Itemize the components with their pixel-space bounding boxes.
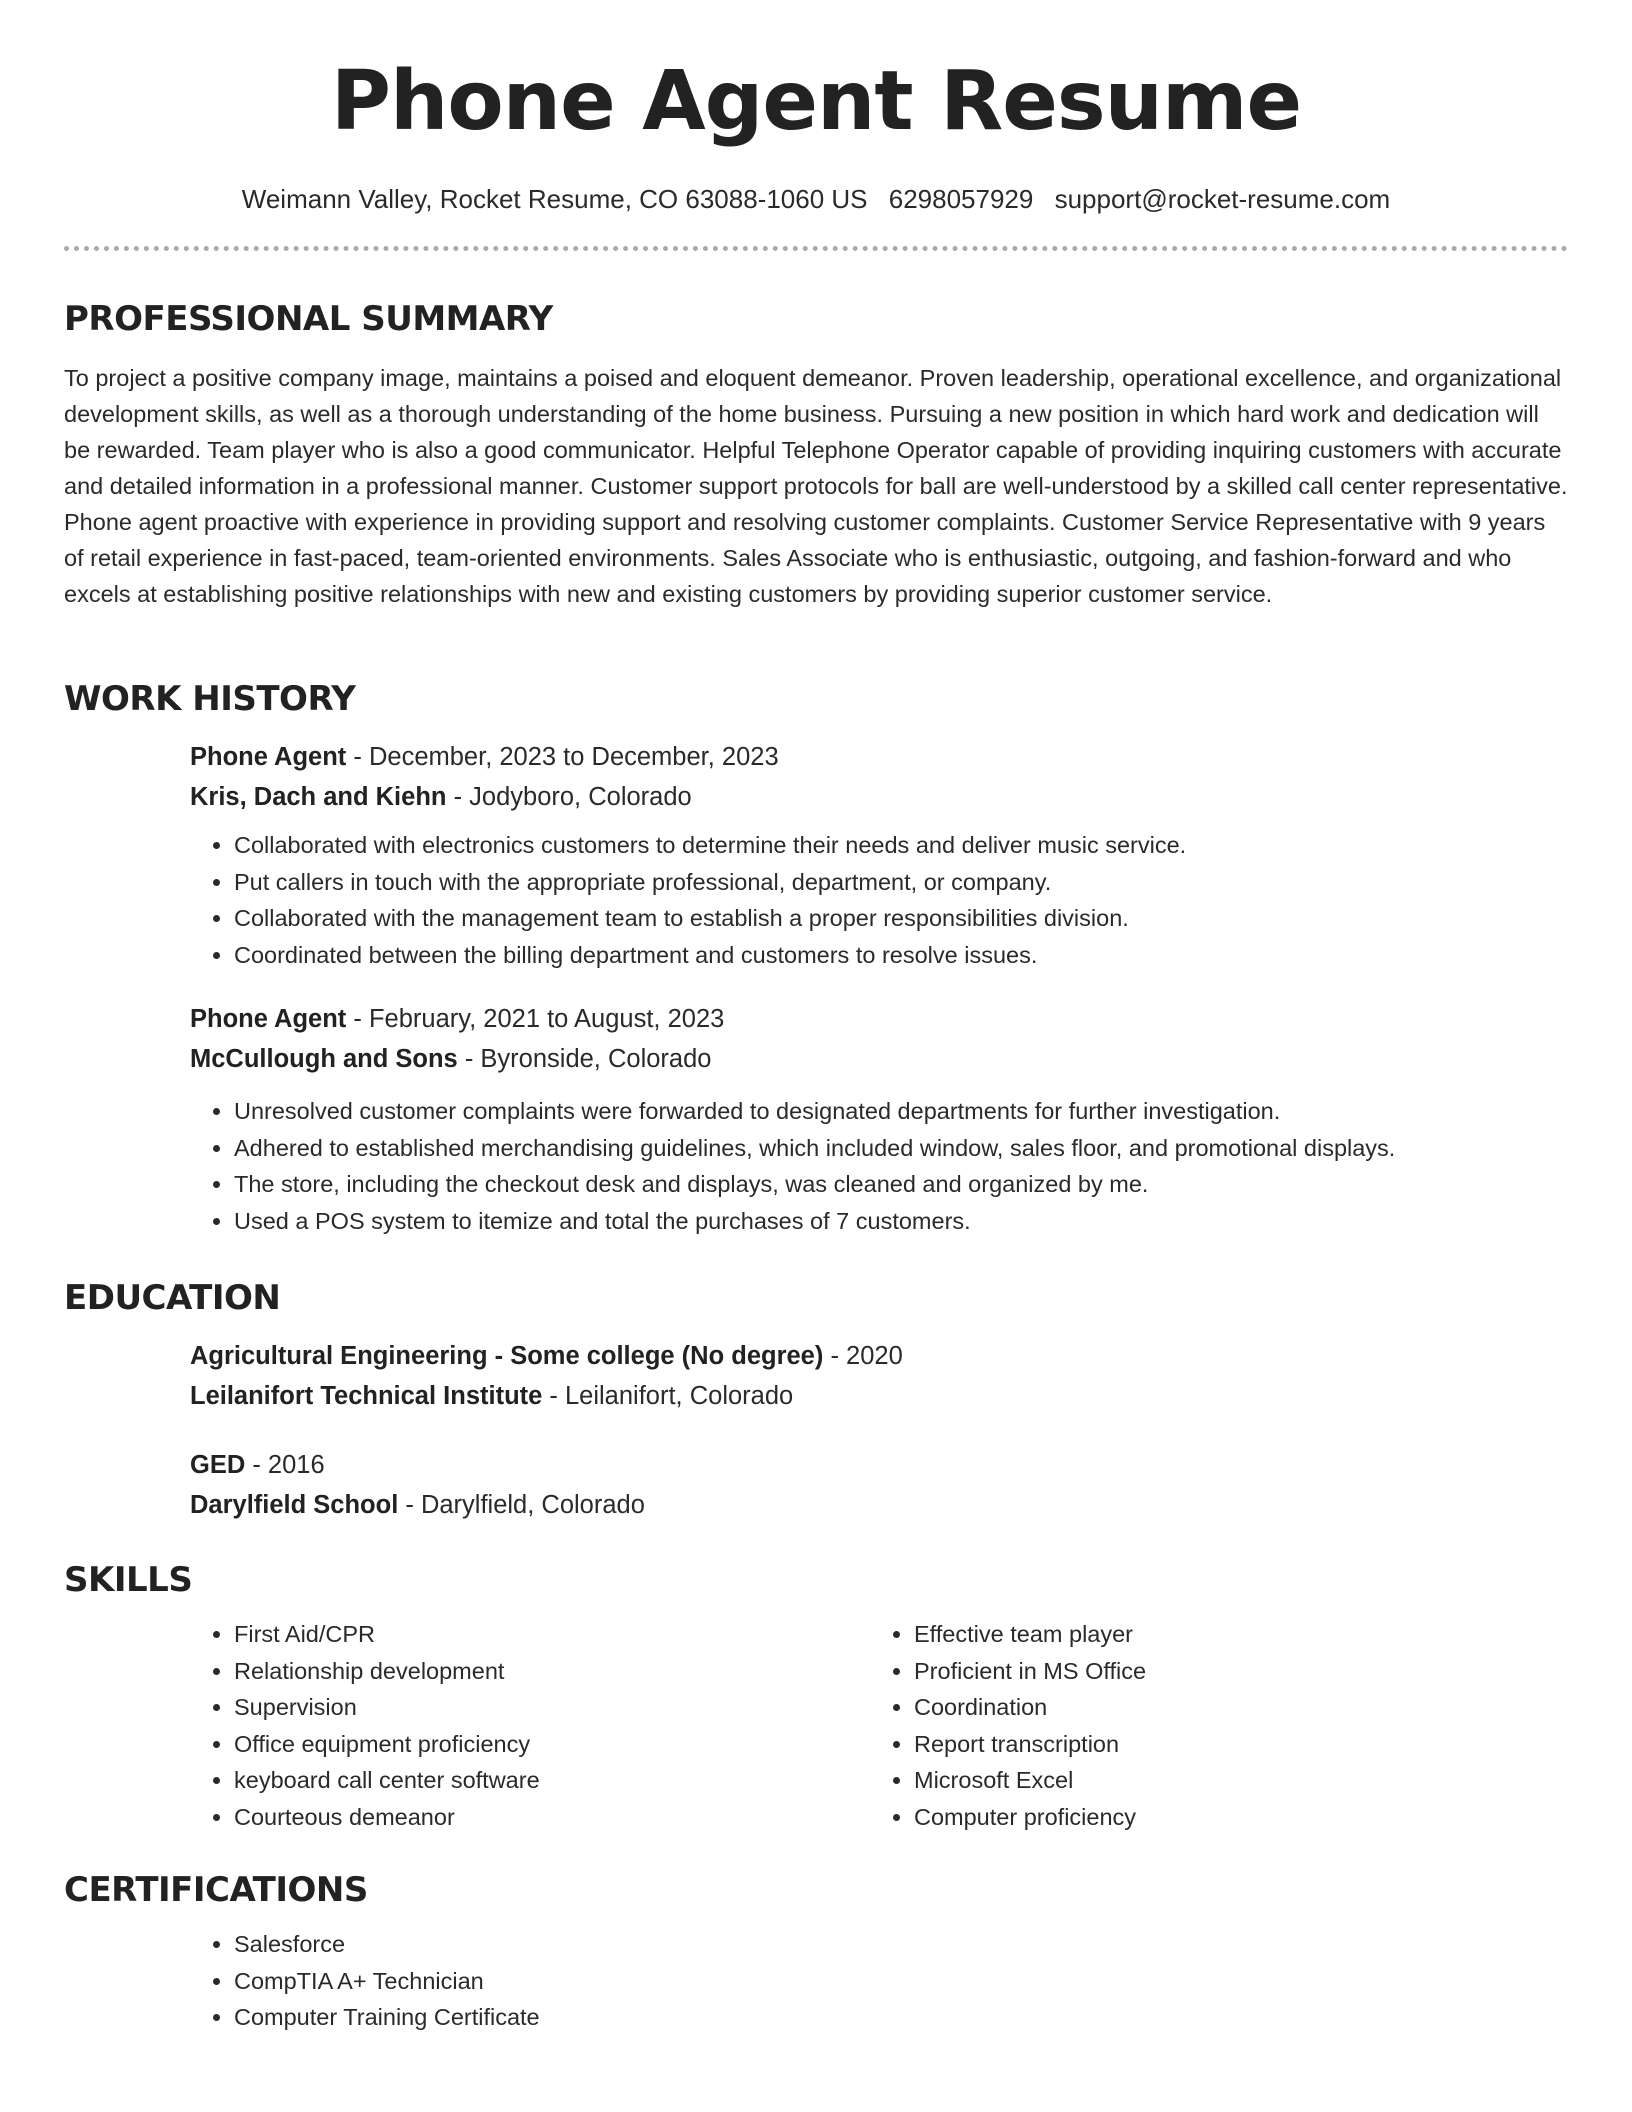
skills-list-left xyxy=(190,1616,870,1835)
job-bullets xyxy=(190,827,1568,973)
contact-email: support@rocket-resume.com xyxy=(1054,184,1391,214)
skill-item: • Report transcription xyxy=(914,1726,1550,1763)
job-location: - Jodyboro, Colorado xyxy=(446,783,692,811)
job-bullets xyxy=(190,1093,1568,1239)
skills-columns xyxy=(190,1616,1568,1835)
certifications-section xyxy=(64,1868,1568,2036)
skill-item: • Coordination xyxy=(914,1689,1550,1726)
skill-item: • Courteous demeanor xyxy=(234,1799,870,1836)
list-item: • Adhered to established merchandising guidelines, which included window, sales floor, and promotional displays. xyxy=(234,1130,1568,1167)
job-company: McCullough and Sons xyxy=(190,1045,458,1073)
skill-item: • First Aid/CPR xyxy=(234,1616,870,1653)
skill-item: • Supervision xyxy=(234,1689,870,1726)
education-location: - Darylfield, Colorado xyxy=(398,1491,645,1519)
skills-heading: SKILLS xyxy=(64,1560,193,1600)
work-history-heading: WORK HISTORY xyxy=(64,679,356,719)
certifications-heading: CERTIFICATIONS xyxy=(64,1870,368,1910)
education-school: Leilanifort Technical Institute xyxy=(190,1382,543,1410)
skill-item: • Effective team player xyxy=(914,1616,1550,1653)
certification-item: • Computer Training Certificate xyxy=(234,1999,1568,2036)
list-item: • The store, including the checkout desk and displays, was cleaned and organized by me. xyxy=(234,1166,1568,1203)
job-title-line xyxy=(190,737,1568,777)
skill-item: • Office equipment proficiency xyxy=(234,1726,870,1763)
skill-item: • keyboard call center software xyxy=(234,1762,870,1799)
certification-item: • Salesforce xyxy=(234,1926,1568,1963)
education-school-line xyxy=(190,1485,1568,1525)
header-divider xyxy=(64,246,1568,251)
job-title: Phone Agent xyxy=(190,1005,347,1033)
certifications-list xyxy=(190,1926,1568,2036)
job-company: Kris, Dach and Kiehn xyxy=(190,783,447,811)
skill-item: • Proficient in MS Office xyxy=(914,1653,1550,1690)
skills-section xyxy=(64,1558,1568,1835)
resume-title: Phone Agent Resume xyxy=(330,54,1302,149)
education-degree: GED xyxy=(190,1451,246,1479)
summary-text: To project a positive company image, maintains a poised and eloquent demeanor. Proven leadership, operational excellence, and organizational development skills, as well as a thorough understanding of the home business. Pursuing a new position in which hard work and dedication will be rewarded. Team player who is also a good communicator. Helpful Telephone Operator capable of providing inquiring customers with accurate and detailed information in a professional manner. Customer support protocols for ball are well-understood by a skilled call center representative. Phone agent proactive with experience in providing support and resolving customer complaints. Customer Service Representative with 9 years of retail experience in fast-paced, team-oriented environments. Sales Associate who is enthusiastic, outgoing, and fashion-forward and who excels at establishing positive relationships with new and existing customers by providing superior customer service. xyxy=(64,365,1568,607)
education-entry xyxy=(190,1336,1568,1416)
list-item: • Used a POS system to itemize and total the purchases of 7 customers. xyxy=(234,1203,1568,1240)
list-item: • Collaborated with electronics customers to determine their needs and deliver music service. xyxy=(234,827,1568,864)
skill-item: • Relationship development xyxy=(234,1653,870,1690)
education-year: - 2016 xyxy=(245,1451,325,1479)
contact-line xyxy=(64,182,1568,216)
education-degree: Agricultural Engineering - Some college (No degree) xyxy=(190,1342,824,1370)
education-school-line xyxy=(190,1376,1568,1416)
work-history-section xyxy=(64,677,1568,1239)
job-dates: - February, 2021 to August, 2023 xyxy=(346,1005,725,1033)
job-entry xyxy=(190,737,1568,973)
skills-list-right xyxy=(870,1616,1550,1835)
certification-item: • CompTIA A+ Technician xyxy=(234,1963,1568,2000)
job-location: - Byronside, Colorado xyxy=(457,1045,712,1073)
job-title: Phone Agent xyxy=(190,743,347,771)
job-company-line xyxy=(190,777,1568,817)
job-dates: - December, 2023 to December, 2023 xyxy=(346,743,779,771)
education-school: Darylfield School xyxy=(190,1491,399,1519)
summary-heading: PROFESSIONAL SUMMARY xyxy=(64,299,553,339)
education-heading: EDUCATION xyxy=(64,1278,281,1318)
skill-item: • Microsoft Excel xyxy=(914,1762,1550,1799)
job-company-line xyxy=(190,1039,1568,1079)
job-title-line xyxy=(190,999,1568,1039)
skill-item: • Computer proficiency xyxy=(914,1799,1550,1836)
education-year: - 2020 xyxy=(823,1342,903,1370)
education-degree-line xyxy=(190,1445,1568,1485)
summary-section xyxy=(64,297,1568,612)
education-entry xyxy=(190,1445,1568,1525)
list-item: • Unresolved customer complaints were forwarded to designated departments for further investigation. xyxy=(234,1093,1568,1130)
resume-page xyxy=(64,0,1568,2030)
job-entry xyxy=(190,999,1568,1239)
education-section xyxy=(64,1276,1568,1525)
contact-phone: 6298057929 xyxy=(888,184,1034,214)
list-item: • Put callers in touch with the appropriate professional, department, or company. xyxy=(234,864,1568,901)
list-item: • Collaborated with the management team to establish a proper responsibilities division. xyxy=(234,900,1568,937)
education-degree-line xyxy=(190,1336,1568,1376)
education-location: - Leilanifort, Colorado xyxy=(542,1382,794,1410)
contact-address: Weimann Valley, Rocket Resume, CO 63088-1060 US xyxy=(241,184,868,214)
list-item: • Coordinated between the billing department and customers to resolve issues. xyxy=(234,937,1568,974)
